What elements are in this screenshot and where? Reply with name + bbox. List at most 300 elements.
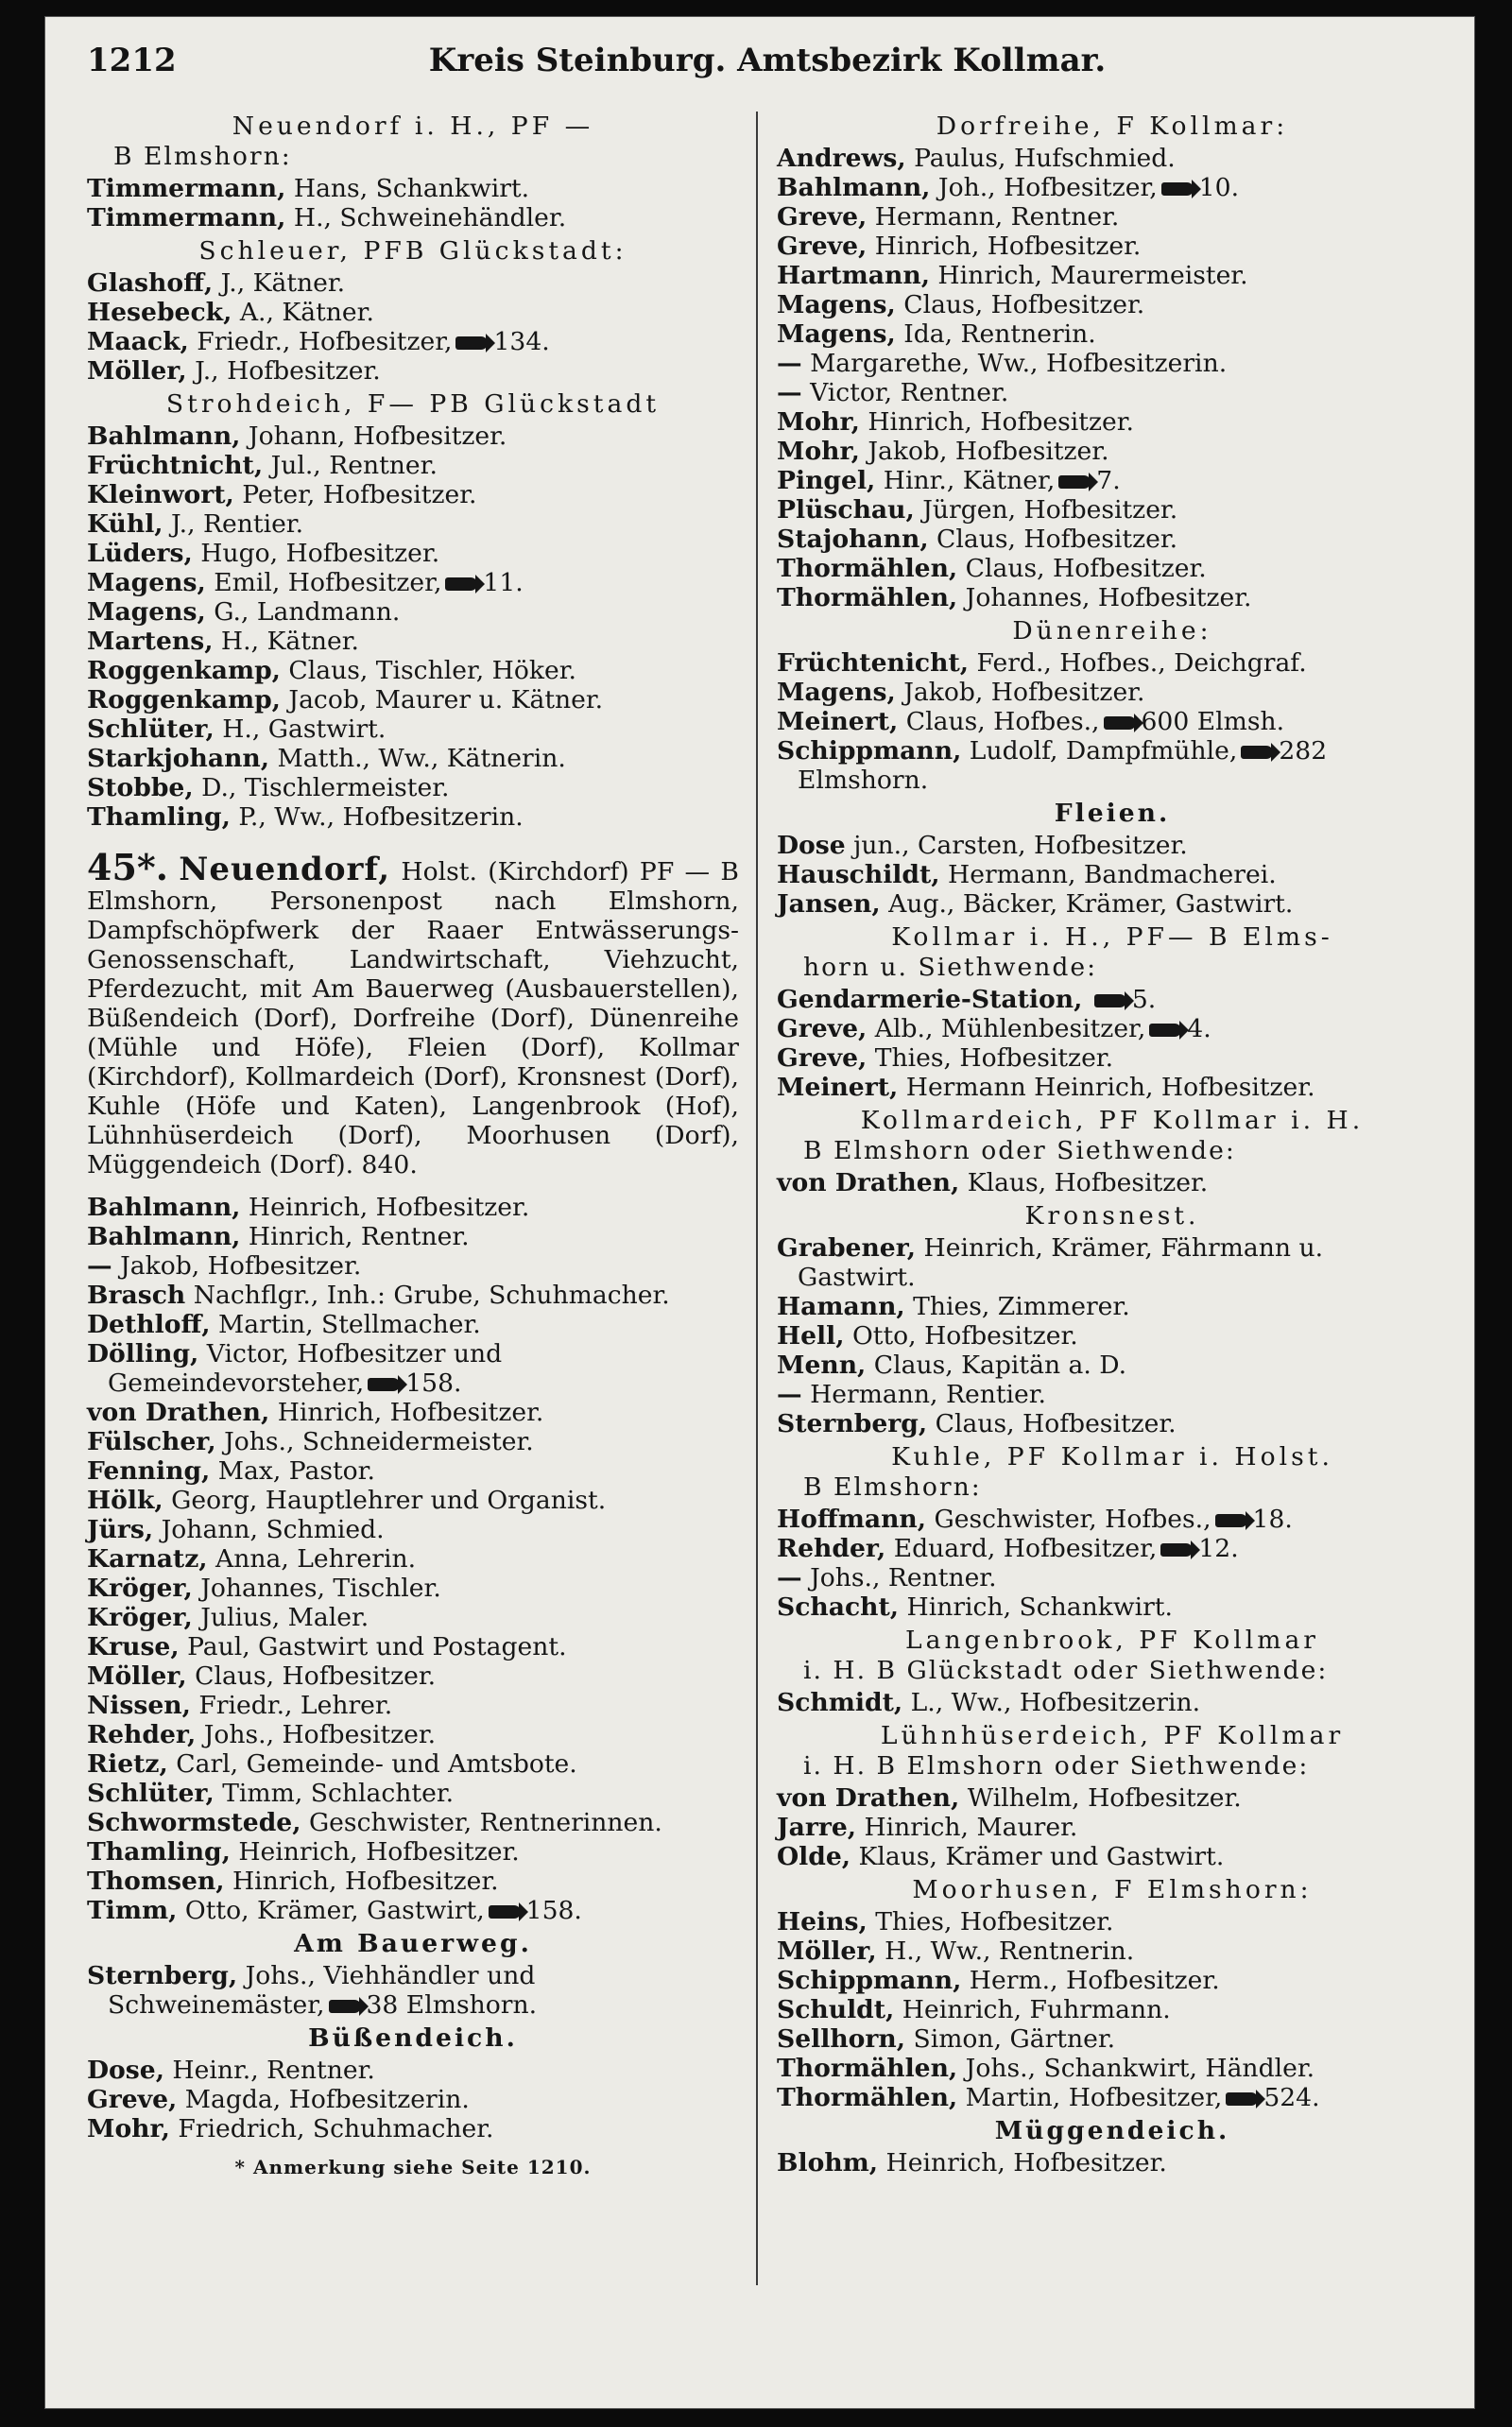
entry-details: Victor, Rentner. [810,378,1009,407]
entry-details: Heinrich, Hofbesitzer. [885,2148,1167,2177]
location-name: Neuendorf, [179,851,391,888]
entry-details: J., Kätner. [220,268,346,298]
entry-name: Bahlmann, [87,422,241,451]
page-title: Kreis Steinburg. Amtsbezirk Kollmar. [428,42,1107,79]
phone-number: 158. [405,1368,462,1398]
entry-details: Geschwister, Hofbes., [934,1505,1211,1534]
entry-name: von Drathen, [777,1783,960,1813]
entry-name: von Drathen, [777,1168,960,1197]
list-item [87,1808,739,1837]
list-item [87,480,739,509]
entry-details: Heinrich, Hofbesitzer. [238,1837,520,1867]
entry-details: Hinrich, Hofbesitzer. [874,232,1142,261]
list-item [87,451,739,480]
list-item [777,583,1448,612]
entry-details: Wilhelm, Hofbesitzer. [967,1783,1242,1813]
section-heading: Schleuer, PFB Glückstadt: [198,236,627,266]
entry-details: Johs., Hofbesitzer. [203,1720,437,1749]
entry-details: Jakob, Hofbesitzer. [120,1251,362,1281]
entry-details: Hermann, Rentier. [810,1380,1047,1409]
section-heading: Lühnhüserdeich, PF Kollmar [880,1721,1345,1750]
entry-name: Blohm, [777,2148,879,2177]
entry-details: A., Kätner. [239,298,374,327]
entry-name: Grabener, [777,1233,917,1263]
entry-name: Thormählen, [777,583,958,612]
list-item [87,1779,739,1808]
entry-details: Otto, Hofbesitzer. [851,1321,1078,1351]
list-item [777,378,1448,407]
entry-details: Claus, Tischler, Höker. [288,656,576,685]
entry-details: Claus, Hofbesitzer. [903,290,1145,319]
list-item [87,1661,739,1691]
list-item [87,1603,739,1632]
entry-name: Meinert, [777,707,899,736]
list-item [87,744,739,773]
entry-details: Claus, Kapitän a. D. [873,1351,1127,1380]
entry-details: Timm, Schlachter. [222,1779,455,1808]
column-divider [756,112,758,2285]
list-item [87,1310,739,1339]
telephone-icon [329,2000,361,2013]
list-item [777,648,1448,678]
section-heading: Dünenreihe: [1012,616,1212,645]
list-item [777,202,1448,232]
entry-name: Kröger, [87,1603,193,1632]
entry-list [777,1688,1448,1717]
entry-details: Ferd., Hofbes., Deichgraf. [976,648,1307,678]
entry-details: Heinrich, Fuhrmann. [902,1995,1171,2024]
entry-name: Thamling, [87,802,231,832]
entry-name: Plüschau, [777,495,915,525]
list-item [87,1222,739,1251]
entry-details: Claus, Hofbesitzer. [936,525,1178,554]
entry-list [777,1233,1448,1438]
entry-details: J., Rentier. [171,509,304,539]
entry-details: L., Ww., Hofbesitzerin. [910,1688,1201,1717]
entry-name: Kleinwort, [87,480,234,509]
entry-details: Hermann, Bandmacherei. [948,860,1277,889]
entry-details: Jakob, Hofbesitzer. [903,678,1145,707]
entry-name: Dose [777,831,846,860]
entry-name: Greve, [777,1014,868,1043]
phone-number: 10. [1198,173,1240,202]
entry-name: Nissen, [87,1691,191,1720]
entry-details: Klaus, Krämer und Gastwirt. [858,1842,1225,1871]
entry-name: Stobbe, [87,773,194,802]
entry-details: Peter, Hofbesitzer. [242,480,477,509]
section-heading: Fleien. [1054,799,1171,828]
list-item [87,1867,739,1896]
entry-details: Max, Pastor. [217,1456,375,1486]
list-item [777,1995,1448,2024]
entry-name: Fülscher, [87,1427,216,1456]
list-item [777,495,1448,525]
list-item [777,1563,1448,1592]
phone-number: 282 Elmshorn. [798,736,1328,795]
entry-details: Herm., Hofbesitzer. [969,1966,1220,1995]
entry-name: Schuldt, [777,1995,895,2024]
left-column [87,108,739,2182]
list-item [87,1720,739,1749]
entry-details: Johs., Schneidermeister. [224,1427,534,1456]
list-item [777,2054,1448,2083]
entry-details: H., Kätner. [220,627,359,656]
entry-details: Jacob, Maurer u. Kätner. [288,685,604,714]
right-column [777,108,1448,2177]
entry-name: Sternberg, [87,1961,238,1990]
entry-name: Glashoff, [87,268,214,298]
entry-details: Victor, Hofbesitzer und Gemeindevorsteher, [108,1339,503,1398]
entry-details: Johann, Schmied. [161,1515,385,1544]
entry-name: Jansen, [777,889,881,919]
telephone-icon [489,1905,521,1919]
list-item [777,1505,1448,1534]
entry-name: Hauschildt, [777,860,940,889]
entry-details: D., Tischlermeister. [201,773,450,802]
entry-name: Roggenkamp, [87,685,281,714]
entry-name: Schwormstede, [87,1808,301,1837]
phone-number: 524. [1263,2083,1320,2112]
phone-number: 134. [493,327,550,356]
entry-name: Heins, [777,1907,868,1936]
section-heading: Neuendorf i. H., PF — [232,112,594,141]
entry-list [777,1907,1448,2112]
entry-details: Jakob, Hofbesitzer. [868,437,1109,466]
entry-list [87,268,739,386]
list-item [777,678,1448,707]
list-item [87,1837,739,1867]
list-item [87,714,739,744]
section-heading: Kuhle, PF Kollmar i. Holst. [891,1442,1333,1472]
list-item [87,356,739,386]
list-item [87,2085,739,2114]
entry-details: Ludolf, Dampfmühle, [969,736,1238,766]
section-heading: Am Bauerweg. [294,1929,532,1958]
entry-name: Olde, [777,1842,851,1871]
entry-name: — [87,1251,112,1281]
entry-name: Mohr, [777,437,860,466]
list-item [777,2024,1448,2054]
telephone-icon [1226,2092,1258,2106]
telephone-icon [455,336,488,350]
telephone-icon [1058,475,1091,489]
list-item [777,1073,1448,1102]
phone-number: 18. [1252,1505,1293,1534]
entry-details: Claus, Hofbesitzer. [965,554,1207,583]
entry-name: Schlüter, [87,714,215,744]
entry-details: Friedr., Lehrer. [198,1691,393,1720]
list-item [87,1544,739,1574]
list-item [777,860,1448,889]
phone-number: 7. [1096,466,1121,495]
entry-name: Bahlmann, [87,1222,241,1251]
entry-name: Thormählen, [777,2083,958,2112]
entry-name: Hölk, [87,1486,163,1515]
entry-name: Magens, [777,319,896,349]
entry-name: Greve, [777,232,868,261]
entry-name: Bahlmann, [777,173,931,202]
list-item [777,1014,1448,1043]
location-entry [87,846,739,1179]
entry-details: Johs., Rentner. [810,1563,997,1592]
entry-name: — [777,1380,802,1409]
entry-details: Hinrich, Maurer. [864,1813,1078,1842]
list-item [777,1936,1448,1966]
list-item [777,985,1448,1014]
entry-list [777,985,1448,1102]
list-item [87,1339,739,1398]
list-item [87,1515,739,1544]
telephone-icon [1161,182,1194,196]
entry-name: Jürs, [87,1515,154,1544]
list-item [87,1251,739,1281]
list-item [87,802,739,832]
entry-name: Schlüter, [87,1779,215,1808]
entry-name: Gendarmerie-Station, [777,985,1083,1014]
list-item [87,1398,739,1427]
entry-details: Hinr., Kätner, [883,466,1056,495]
list-item [87,1896,739,1925]
entry-name: Kröger, [87,1574,193,1603]
entry-list [87,1193,739,1925]
entry-details: G., Landmann. [214,597,401,627]
entry-list [87,174,739,232]
entry-details: Otto, Krämer, Gastwirt, [184,1896,485,1925]
entry-list [777,1783,1448,1871]
list-item [87,1486,739,1515]
list-item [777,736,1448,795]
entry-name: Rehder, [777,1534,886,1563]
entry-name: Hoffmann, [777,1505,926,1534]
entry-name: Jarre, [777,1813,857,1842]
entry-details: Geschwister, Rentnerinnen. [308,1808,662,1837]
entry-name: Hell, [777,1321,845,1351]
entry-details: Thies, Hofbesitzer. [874,1043,1114,1073]
entry-name: Greve, [777,1043,868,1073]
entry-details: Johannes, Tischler. [200,1574,441,1603]
section-heading: Müggendeich. [994,2116,1230,2145]
telephone-icon [1215,1514,1247,1527]
list-item [777,2083,1448,2112]
list-item [777,173,1448,202]
list-item [777,232,1448,261]
entry-list [87,2056,739,2143]
entry-list [777,1505,1448,1622]
telephone-icon [1149,1024,1181,1037]
list-item [87,685,739,714]
section-heading: Büßendeich. [308,2023,518,2053]
entry-list [777,648,1448,795]
list-item [777,831,1448,860]
entry-details: Claus, Hofbesitzer. [935,1409,1177,1438]
entry-name: Früchtenicht, [777,648,969,678]
section-heading: Kollmar i. H., PF— B Elms- [891,922,1333,952]
entry-details: Johs., Viehhändler und Schweinemäster, [108,1961,536,2020]
entry-name: Hesebeck, [87,298,232,327]
entry-details: Hinrich, Hofbesitzer. [232,1867,499,1896]
entry-name: Martens, [87,627,214,656]
list-item [777,1842,1448,1871]
entry-list [777,2148,1448,2177]
phone-number: 12. [1198,1534,1239,1563]
section-heading-cont: B Elmshorn: [113,142,292,171]
list-item [777,889,1448,919]
entry-details: H., Ww., Rentnerin. [885,1936,1135,1966]
entry-details: Hermann, Rentner. [874,202,1120,232]
list-item [777,1351,1448,1380]
entry-details: Friedrich, Schuhmacher. [178,2114,494,2143]
list-item [777,1409,1448,1438]
entry-details: Claus, Hofbes., [905,707,1100,736]
entry-details: Eduard, Hofbesitzer, [893,1534,1158,1563]
list-item [87,1749,739,1779]
entry-details: Johann, Hofbesitzer. [248,422,507,451]
entry-details: Hermann Heinrich, Hofbesitzer. [905,1073,1315,1102]
entry-name: Dethloff, [87,1310,211,1339]
entry-details: Heinr., Rentner. [172,2056,375,2085]
section-heading-cont: B Elmshorn: [803,1472,982,1502]
section-heading-cont: i. H. B Glückstadt oder Siethwende: [803,1656,1329,1685]
list-item [777,525,1448,554]
entry-details: Anna, Lehrerin. [215,1544,417,1574]
list-item [87,1961,739,2020]
list-item [777,319,1448,349]
entry-name: Schippmann, [777,736,962,766]
entry-name: Greve, [87,2085,178,2114]
telephone-icon [1160,1543,1193,1557]
list-item [777,1043,1448,1073]
phone-number: 4. [1187,1014,1211,1043]
entry-details: Jürgen, Hofbesitzer. [922,495,1178,525]
entry-name: Bahlmann, [87,1193,241,1222]
entry-name: Starkjohann, [87,744,270,773]
entry-name: Kühl, [87,509,163,539]
entry-details: H., Gastwirt. [222,714,387,744]
list-item [87,1691,739,1720]
section-heading: Strohdeich, F— PB Glückstadt [165,389,661,419]
entry-name: Brasch [87,1281,186,1310]
entry-name: Schmidt, [777,1688,903,1717]
entry-name: Stajohann, [777,525,929,554]
entry-details: Johannes, Hofbesitzer. [965,583,1252,612]
list-item [777,1233,1448,1292]
entry-name: Menn, [777,1351,867,1380]
entry-details: Martin, Stellmacher. [218,1310,481,1339]
list-item [87,298,739,327]
entry-details: Klaus, Hofbesitzer. [967,1168,1209,1197]
section-heading: Langenbrook, PF Kollmar [904,1626,1320,1655]
entry-name: Magens, [777,290,896,319]
entry-details: jun., Carsten, Hofbesitzer. [853,831,1188,860]
phone-number: 5. [1131,985,1157,1014]
entry-details: Carl, Gemeinde- und Amtsbote. [176,1749,577,1779]
entry-details: Claus, Hofbesitzer. [195,1661,437,1691]
entry-details: Georg, Hauptlehrer und Organist. [171,1486,607,1515]
entry-name: Thormählen, [777,2054,958,2083]
entry-details: Thies, Zimmerer. [913,1292,1130,1321]
section-heading: Moorhusen, F Elmshorn: [912,1875,1313,1904]
list-item [87,203,739,232]
list-item [87,597,739,627]
entry-name: Mohr, [87,2114,170,2143]
list-item [87,656,739,685]
list-item [87,268,739,298]
entry-details: J., Hofbesitzer. [195,356,381,386]
list-item [87,422,739,451]
entry-name: von Drathen, [87,1398,270,1427]
page-header [87,32,1448,89]
list-item [777,1592,1448,1622]
entry-details: Hinrich, Rentner. [248,1222,470,1251]
list-item [87,539,739,568]
entry-details: Margarethe, Ww., Hofbesitzerin. [810,349,1228,378]
list-item [87,773,739,802]
entry-name: Magens, [87,568,206,597]
list-item [87,627,739,656]
entry-list [777,144,1448,612]
section-heading: Dorfreihe, F Kollmar: [936,112,1289,141]
entry-details: Martin, Hofbesitzer, [965,2083,1223,2112]
entry-name: Dölling, [87,1339,199,1368]
section-heading-cont: i. H. B Elmshorn oder Siethwende: [803,1751,1310,1781]
entry-name: Timm, [87,1896,178,1925]
list-item [777,1292,1448,1321]
footnote: * Anmerkung siehe Seite 1210. [234,2156,592,2178]
list-item [87,1427,739,1456]
phone-number: 11. [483,568,524,597]
entry-name: Thormählen, [777,554,958,583]
list-item [777,144,1448,173]
entry-details: Emil, Hofbesitzer, [214,568,442,597]
entry-name: Magens, [87,597,206,627]
entry-details: Ida, Rentnerin. [903,319,1096,349]
page-number: 1212 [87,42,177,79]
entry-name: — [777,378,802,407]
list-item [87,2056,739,2085]
list-item [777,1534,1448,1563]
entry-details: Julius, Maler. [200,1603,369,1632]
entry-details: Paulus, Hufschmied. [914,144,1176,173]
entry-name: Thomsen, [87,1867,225,1896]
entry-name: — [777,349,802,378]
entry-details: Hinrich, Hofbesitzer. [277,1398,544,1427]
entry-name: Fenning, [87,1456,211,1486]
entry-name: Lüders, [87,539,193,568]
telephone-icon [445,577,477,591]
entry-name: Timmermann, [87,174,286,203]
list-item [777,437,1448,466]
entry-name: Schacht, [777,1592,900,1622]
list-item [777,1813,1448,1842]
entry-name: Früchtnicht, [87,451,264,480]
entry-details: Hans, Schankwirt. [293,174,530,203]
entry-details: Hinrich, Hofbesitzer. [868,407,1134,437]
entry-details: Johs., Schankwirt, Händler. [965,2054,1315,2083]
list-item [777,1168,1448,1197]
entry-details: Simon, Gärtner. [913,2024,1116,2054]
entry-name: Dose, [87,2056,164,2085]
entry-details: Hinrich, Maurermeister. [937,261,1248,290]
entry-details: Heinrich, Krämer, Fährmann u. Gastwirt. [798,1233,1324,1292]
entry-details: Heinrich, Hofbesitzer. [248,1193,530,1222]
entry-name: Timmermann, [87,203,286,232]
entry-name: Andrews, [777,144,906,173]
list-item [777,407,1448,437]
list-item [777,1380,1448,1409]
list-item [87,1456,739,1486]
list-item [777,1966,1448,1995]
section-heading-cont: horn u. Siethwende: [803,953,1098,982]
